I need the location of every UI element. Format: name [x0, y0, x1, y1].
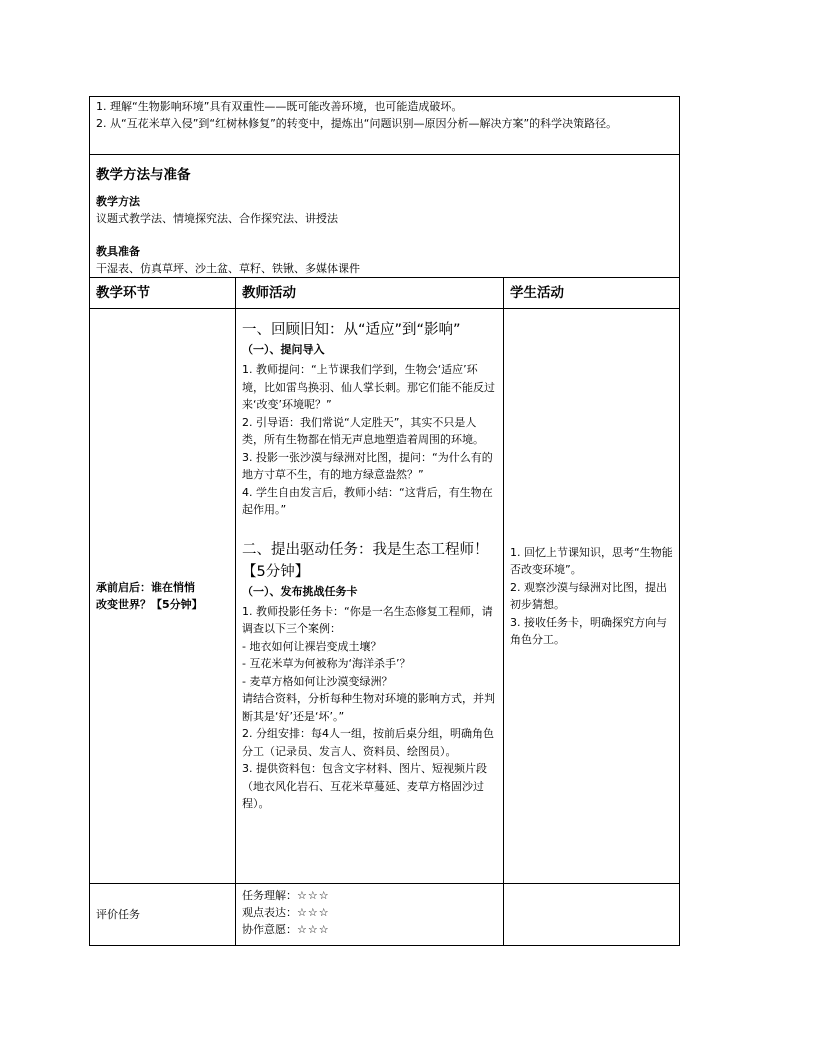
stage-line-2: 改变世界？【5分钟】 — [96, 598, 203, 611]
methods-section-title: 教学方法与准备 — [96, 167, 191, 183]
student-item-1: 1. 回忆上节课知识，思考“生物能否改变环境”。 — [510, 545, 673, 576]
evaluation-item — [242, 921, 497, 938]
star-rating[interactable]: ☆☆☆ — [297, 906, 330, 919]
method-title: 教学方法 — [96, 195, 140, 208]
goal-item-1: 1. 理解“生物影响环境”具有双重性——既可能改善环境，也可能造成破坏。 — [96, 100, 463, 113]
evaluation-item — [242, 887, 497, 904]
part1-para-1: 1. 教师提问：“上节课我们学到，生物会‘适应’环境，比如雷鸟换羽、仙人掌长刺。那它们能不能反过来‘改变’环境呢？” — [242, 363, 495, 411]
star-rating[interactable]: ☆☆☆ — [297, 923, 330, 936]
tools-text: 干湿表、仿真草坪、沙土盆、草籽、铁锹、多媒体课件 — [96, 262, 360, 275]
part2-title: 二、提出驱动任务：我是生态工程师！【5分钟】 — [242, 541, 489, 580]
teacher-cell — [236, 309, 504, 884]
evaluation-cell — [236, 884, 504, 946]
part1-title: 一、回顾旧知：从“适应”到“影响” — [242, 322, 461, 338]
stage-line-1: 承前启后：谁在悄悄 — [96, 581, 195, 594]
evaluation-empty-cell — [504, 884, 680, 946]
header-row — [90, 278, 680, 309]
lesson-plan-table — [89, 96, 680, 946]
header-stage: 教学环节 — [90, 278, 236, 309]
evaluation-item-name: 观点表达： — [242, 906, 297, 919]
goal-item-2: 2. 从“互花米草入侵”到“红树林修复”的转变中，提炼出“问题识别—原因分析—解决方案”的科学决策路径。 — [96, 117, 618, 130]
part2-para-4: - 麦草方格如何让沙漠变绿洲？ — [242, 674, 393, 688]
tools-title: 教具准备 — [96, 245, 140, 258]
student-cell — [504, 309, 680, 884]
methods-row — [90, 155, 680, 278]
goals-cell — [90, 97, 680, 155]
evaluation-item — [242, 904, 497, 921]
evaluation-item-name: 协作意愿： — [242, 923, 297, 936]
evaluation-label: 评价任务 — [90, 884, 236, 946]
evaluation-row — [90, 884, 680, 946]
student-item-3: 3. 接收任务卡，明确探究方向与角色分工。 — [510, 615, 667, 646]
method-text: 议题式教学法、情境探究法、合作探究法、讲授法 — [96, 212, 338, 225]
methods-cell — [90, 155, 680, 278]
evaluation-item-name: 任务理解： — [242, 889, 297, 902]
part2-para-5: 请结合资料，分析每种生物对环境的影响方式，并判断其是‘好’还是‘坏’。” — [242, 692, 495, 723]
part2-subtitle: （一）、发布挑战任务卡 — [242, 584, 358, 598]
star-rating[interactable]: ☆☆☆ — [297, 889, 330, 902]
student-item-2: 2. 观察沙漠与绿洲对比图，提出初步猜想。 — [510, 580, 667, 611]
goals-row — [90, 97, 680, 155]
activity-row — [90, 309, 680, 884]
part1-para-4: 4. 学生自由发言后，教师小结：“这背后，有生物在起作用。” — [242, 485, 493, 516]
part2-para-7: 3. 提供资料包：包含文字材料、图片、短视频片段（地衣风化岩石、互花米草蔓延、麦草方格固沙过程）。 — [242, 762, 487, 810]
part2-para-6: 2. 分组安排：每4人一组，按前后桌分组，明确角色分工（记录员、发言人、资料员、绘图员）。 — [242, 727, 494, 758]
header-teacher: 教师活动 — [236, 278, 504, 309]
part2-para-3: - 互花米草为何被称为‘海洋杀手’？ — [242, 657, 411, 670]
part2-para-2: - 地衣如何让裸岩变成土壤？ — [242, 639, 382, 653]
part1-para-2: 2. 引导语：我们常说“人定胜天”，其实不只是人类，所有生物都在悄无声息地塑造着周围的环境。 — [242, 415, 484, 446]
stage-cell — [90, 309, 236, 884]
part1-subtitle: （一）、提问导入 — [242, 343, 325, 356]
part1-para-3: 3. 投影一张沙漠与绿洲对比图，提问：“为什么有的地方寸草不生，有的地方绿意盎然？” — [242, 450, 493, 481]
header-student: 学生活动 — [504, 278, 680, 309]
part2-para-1: 1. 教师投影任务卡：“你是一名生态修复工程师，请调查以下三个案例： — [242, 604, 493, 635]
